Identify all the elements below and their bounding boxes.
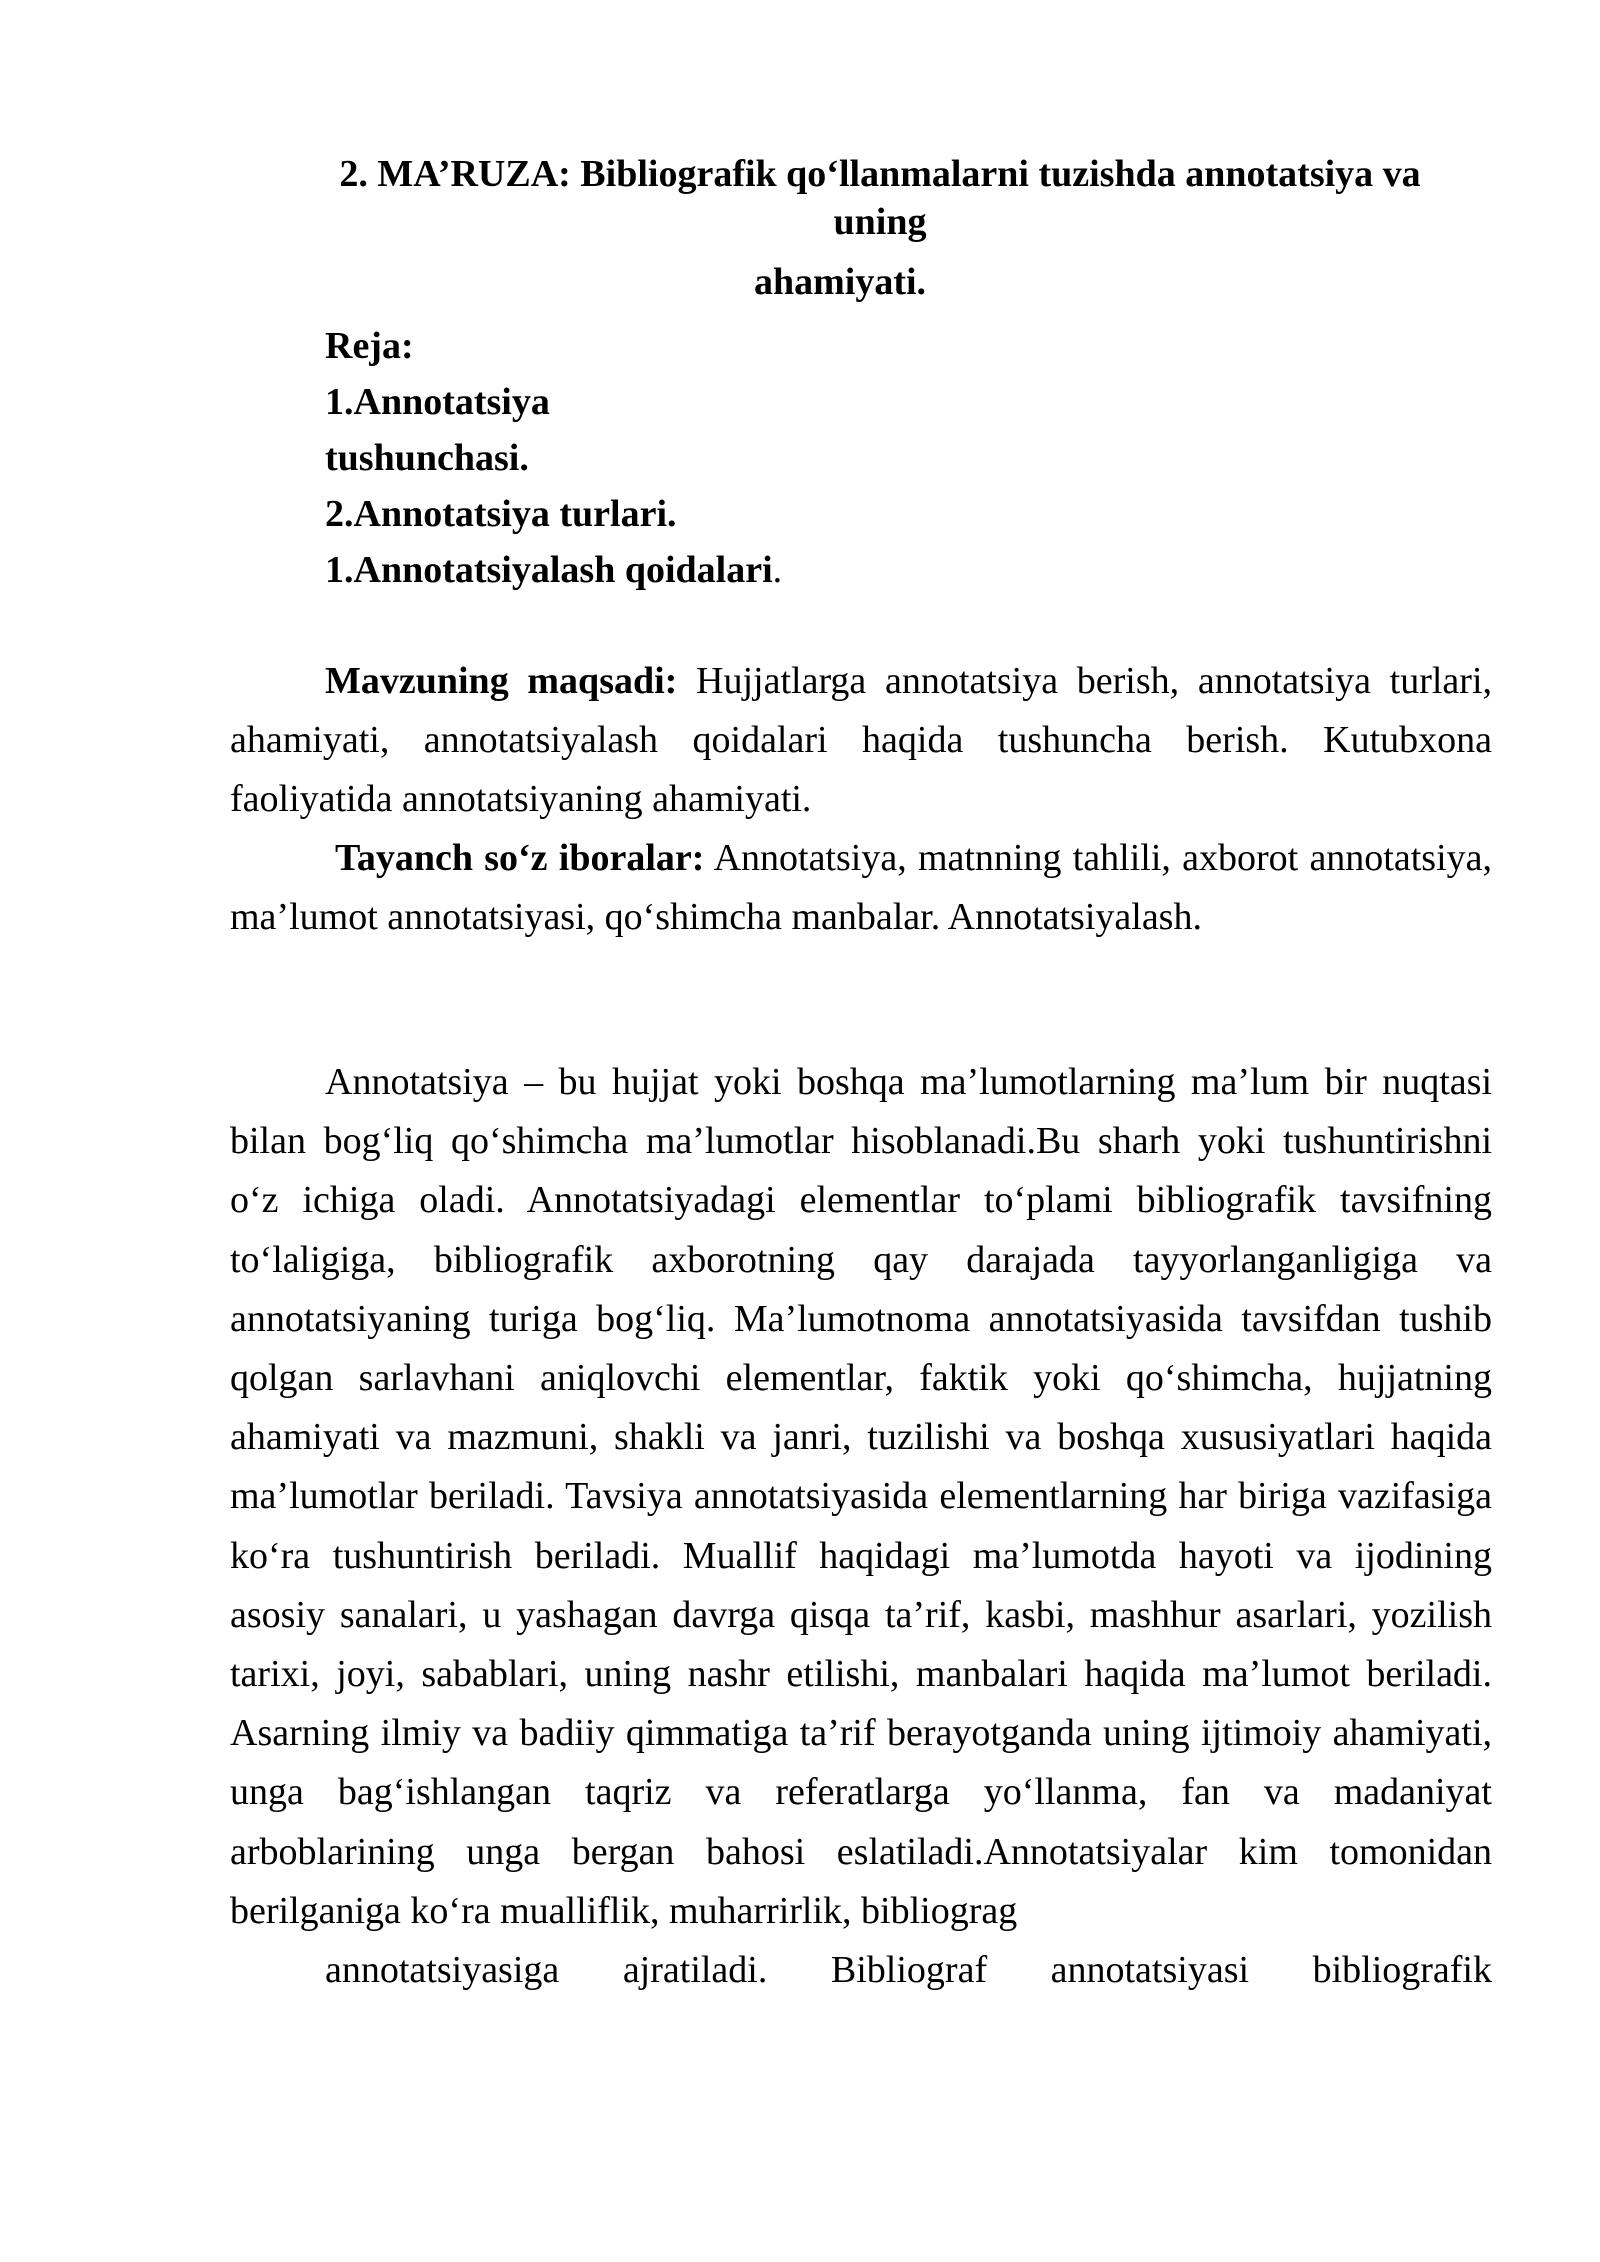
goal-paragraph <box>230 652 1492 829</box>
plan-item-3-period: . <box>772 549 783 591</box>
keywords-paragraph <box>230 829 1492 947</box>
body-paragraph <box>230 1053 1492 2000</box>
body-text: Annotatsiya – bu hujjat yoki boshqa ma’lumotlarning ma’lum bir nuqtasi bilan bog‘liq qo‘shimcha ma’lumotlar hisoblanadi.Bu sharh yoki tushuntirishni o‘z ichiga oladi. Annotatsiyadagi elementlar to‘plami bibliografik tavsifning to‘laligiga, bibliografik axborotning qay darajada tayyorlanganligiga va annotatsiyaning turiga bog‘liq. Ma’lumotnoma annotatsiyasida tavsifdan tushib qolgan sarlavhani aniqlovchi elementlar, faktik yoki qo‘shimcha, hujjatning ahamiyati va mazmuni, shakli va janri, tuzilishi va boshqa xususiyatlari haqida ma’lumotlar beriladi. Tavsiya annotatsiyasida elementlarning har biriga vazifasiga ko‘ra tushuntirish beriladi. Muallif haqidagi ma’lumotda hayoti va ijodining asosiy sanalari, u yashagan davrga qisqa ta’rif, kasbi, mashhur asarlari, yozilish tarixi, joyi, sabablari, uning nashr etilishi, manbalari haqida ma’lumot beriladi. Asarning ilmiy va badiiy qimmatiga ta’rif berayotganda uning ijtimoiy ahamiyati, unga bag‘ishlangan taqriz va referatlarga yo‘llanma, fan va madaniyat arboblarining unga bergan bahosi eslatiladi.Annotatsiyalar kim tomonidan berilganiga ko‘ra mualliflik, muharrirlik, bibliograg <box>230 1061 1492 1932</box>
lecture-title-line-2: uning <box>833 201 927 243</box>
plan-item-1: 1.Annotatsiya <box>325 381 550 423</box>
plan-item-1-continuation: tushunchasi. <box>325 437 529 479</box>
plan-item-2: 2.Annotatsiya turlari. <box>325 493 677 535</box>
keywords-text: Annotatsiya, matnning tahlili, axborot annotatsiya, ma’lumot annotatsiyasi, qo‘shimcha manbalar. Annotatsiyalash. <box>230 837 1492 938</box>
goal-text: Hujjatlarga annotatsiya berish, annotatsiya turlari, ahamiyati, annotatsiyalash qoidalari haqida tushuncha berish. Kutubxona faoliyatida annotatsiyaning ahamiyati. <box>230 660 1492 820</box>
body-last-line: annotatsiyasiga ajratiladi. Bibliograf annotatsiyasi bibliografik <box>325 1949 1492 1992</box>
plan-item-3 <box>325 542 782 598</box>
plan-heading: Reja: <box>325 325 414 367</box>
lecture-title-line-1: 2. MA’RUZA: Bibliografik qo‘llanmalarni tuzishda annotatsiya va <box>339 153 1421 195</box>
goal-label: Mavzuning maqsadi: <box>325 660 678 702</box>
plan-item-3-text: 1.Annotatsiyalash qoidalari <box>325 549 773 591</box>
lecture-title-line-3: ahamiyati. <box>753 261 927 303</box>
keywords-label: Tayanch so‘z iboralar: <box>335 837 705 879</box>
